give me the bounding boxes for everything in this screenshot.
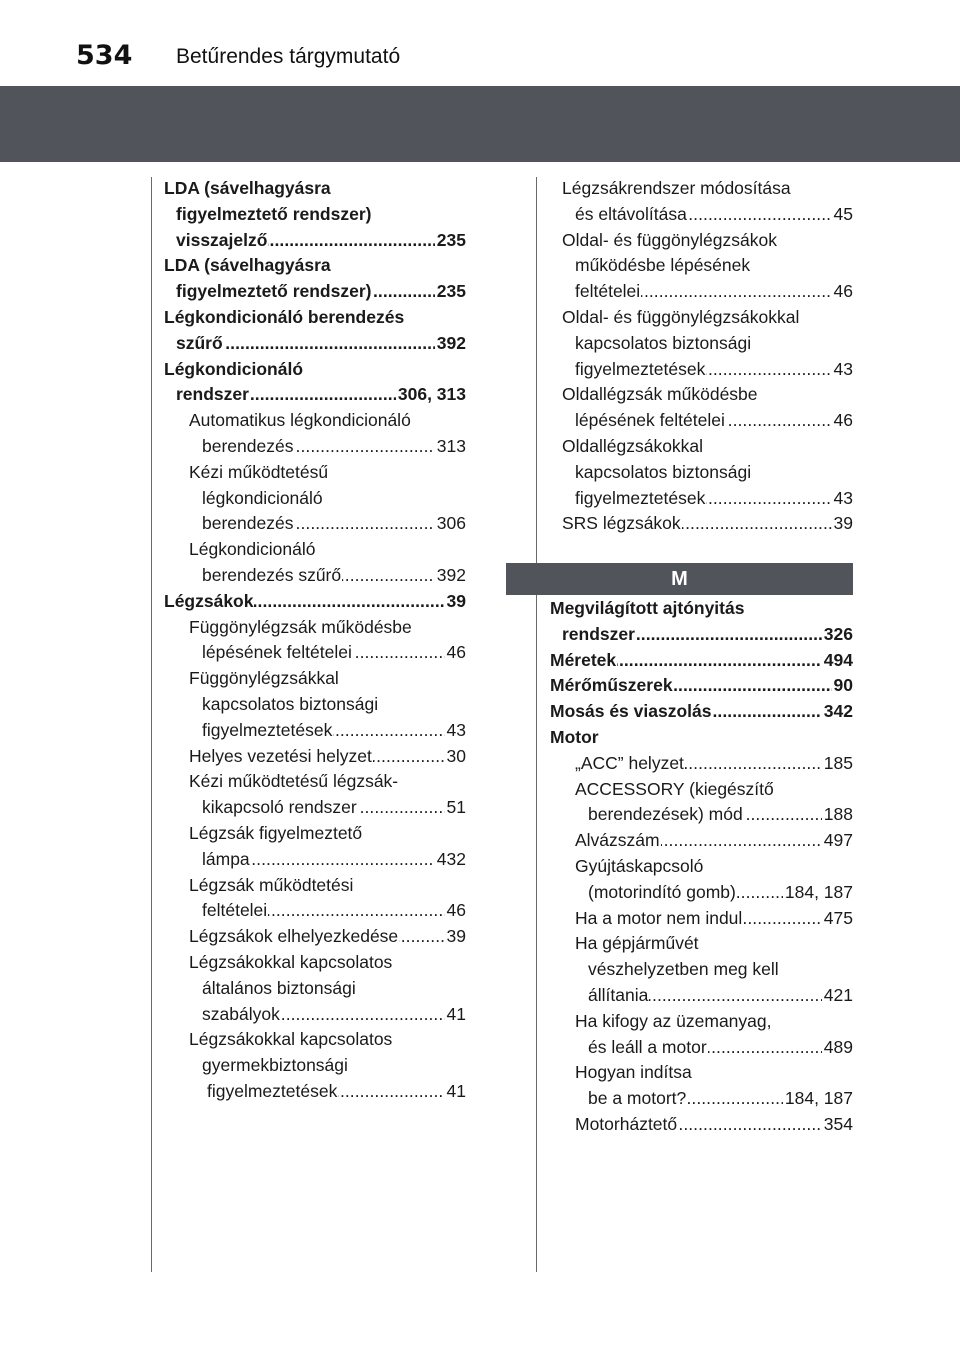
index-entry — [164, 640, 466, 666]
index-entry-page: 41 — [445, 1002, 466, 1028]
index-entry — [550, 1112, 853, 1138]
index-entry-page: 497 — [822, 828, 853, 854]
index-entry-page: 30 — [445, 744, 466, 770]
index-entry — [164, 511, 466, 537]
index-entry-text: figyelmeztetések — [575, 358, 706, 379]
index-entry-text: (motorindító gomb) — [588, 881, 736, 902]
index-entry — [550, 802, 853, 828]
index-entry-page: 184, 187 — [783, 880, 853, 906]
index-entry-text: Gyújtáskapcsoló — [575, 855, 704, 876]
index-entry-page: 306 — [435, 511, 466, 537]
index-entry — [164, 279, 466, 305]
index-entry-page: 46 — [832, 279, 853, 305]
index-entry-text: Légkondicionáló berendezés — [164, 306, 405, 327]
index-entry-page: 392 — [435, 563, 466, 589]
column-divider-left — [151, 177, 152, 1272]
index-entry-page: 39 — [445, 589, 466, 615]
index-entry-text: LDA (sávelhagyásra — [164, 255, 331, 276]
index-entry-text: kapcsolatos biztonsági — [575, 461, 752, 482]
index-entry-text: Légzsákokkal kapcsolatos — [189, 951, 393, 972]
index-entry-text: „ACC” helyzet — [575, 752, 684, 773]
index-entry — [550, 648, 853, 674]
index-entry-text: feltételei — [202, 900, 268, 921]
index-entry — [550, 699, 853, 725]
index-entry — [164, 486, 466, 512]
index-entry — [164, 615, 466, 641]
column-divider-right — [536, 177, 537, 1272]
index-entry-page: 51 — [445, 795, 466, 821]
index-entry — [550, 434, 853, 460]
index-entry — [550, 906, 853, 932]
index-entry — [550, 751, 853, 777]
index-entry-text: berendezés — [202, 513, 294, 534]
index-entry-text: kapcsolatos biztonsági — [575, 332, 752, 353]
index-entry — [164, 950, 466, 976]
index-entry-text: Méretek — [550, 649, 617, 670]
index-entry-text: Kézi működtetésű légzsák- — [189, 771, 399, 792]
index-entry-text: lámpa — [202, 848, 250, 869]
index-entry — [164, 873, 466, 899]
index-entry — [164, 692, 466, 718]
index-entry-text: állítania — [588, 984, 649, 1005]
index-entry-text: Motorháztető — [575, 1113, 678, 1134]
index-entry — [164, 718, 466, 744]
index-entry — [550, 931, 853, 957]
index-entry-text: figyelmeztető rendszer) — [176, 203, 372, 224]
index-entry — [550, 854, 853, 880]
index-entry-text: kikapcsoló rendszer — [202, 797, 357, 818]
index-column-right-bottom — [550, 596, 853, 1138]
index-entry — [550, 176, 853, 202]
index-entry-page: 326 — [822, 622, 853, 648]
index-entry-text: Hogyan indítsa — [575, 1062, 692, 1083]
index-entry-text: Automatikus légkondicionáló — [189, 410, 411, 431]
header-band — [0, 86, 960, 162]
index-entry-page: 46 — [445, 640, 466, 666]
index-entry-text: visszajelző — [176, 229, 268, 250]
index-entry — [550, 511, 853, 537]
index-entry-text: lépésének feltételei — [202, 642, 352, 663]
index-entry — [164, 821, 466, 847]
index-entry — [164, 847, 466, 873]
index-entry — [164, 331, 466, 357]
index-entry — [550, 1035, 853, 1061]
index-entry-text: működésbe lépésének — [575, 255, 751, 276]
index-entry — [550, 382, 853, 408]
index-entry — [550, 331, 853, 357]
index-entry-page: 39 — [445, 924, 466, 950]
page-number: 534 — [76, 40, 133, 71]
index-entry-text: berendezések) mód — [588, 804, 743, 825]
index-entry-page: 354 — [822, 1112, 853, 1138]
index-entry-text: Mérőműszerek — [550, 675, 673, 696]
index-entry-page: 43 — [832, 486, 853, 512]
index-entry — [550, 460, 853, 486]
index-entry-text: Légkondicionáló — [189, 539, 316, 560]
index-entry — [164, 563, 466, 589]
page-title: Betűrendes tárgymutató — [176, 45, 401, 68]
index-entry — [550, 305, 853, 331]
index-entry — [550, 725, 853, 751]
index-entry-text: Légzsákok — [164, 590, 254, 611]
index-entry — [550, 596, 853, 622]
index-entry-text: Függönylégzsákkal — [189, 668, 339, 689]
index-entry-text: ACCESSORY (kiegészítő — [575, 778, 774, 799]
index-entry-text: rendszer — [176, 384, 249, 405]
index-entry — [164, 976, 466, 1002]
index-entry-text: légkondicionáló — [202, 487, 323, 508]
index-entry-text: Légzsák figyelmeztető — [189, 822, 363, 843]
index-entry — [550, 1060, 853, 1086]
index-entry-text: LDA (sávelhagyásra — [164, 178, 331, 198]
index-entry — [164, 1079, 466, 1105]
index-entry-text: szabályok — [202, 1003, 280, 1024]
index-entry — [164, 460, 466, 486]
index-entry-text: rendszer — [562, 623, 635, 644]
index-entry-text: Ha kifogy az üzemanyag, — [575, 1010, 772, 1031]
index-entry — [550, 253, 853, 279]
index-entry-text: be a motort? — [588, 1088, 687, 1109]
page-header — [0, 0, 960, 90]
index-entry-page: 313 — [435, 434, 466, 460]
index-entry-page: 45 — [832, 202, 853, 228]
index-entry-text: lépésének feltételei — [575, 410, 725, 431]
index-entry-page: 43 — [832, 357, 853, 383]
index-entry-page: 342 — [822, 699, 853, 725]
index-entry-page: 39 — [832, 511, 853, 537]
index-entry-text: Mosás és viaszolás — [550, 701, 712, 722]
index-entry — [164, 382, 466, 408]
index-entry-text: Kézi működtetésű — [189, 461, 329, 482]
index-entry-text: Oldal- és függönylégzsákok — [562, 229, 777, 250]
index-entry-text: kapcsolatos biztonsági — [202, 693, 379, 714]
index-entry — [164, 795, 466, 821]
index-entry-text: vészhelyzetben meg kell — [588, 959, 779, 980]
index-entry — [164, 666, 466, 692]
index-entry-page: 46 — [445, 898, 466, 924]
index-column-right-top — [550, 176, 853, 537]
index-entry — [164, 537, 466, 563]
index-entry — [550, 486, 853, 512]
index-entry-page: 235 — [435, 228, 466, 254]
index-entry — [164, 305, 466, 331]
index-entry — [164, 357, 466, 383]
index-entry-text: Alvázszám — [575, 830, 660, 851]
index-entry-text: Oldal- és függönylégzsákokkal — [562, 306, 800, 327]
index-entry — [550, 880, 853, 906]
index-entry — [164, 434, 466, 460]
index-entry — [550, 357, 853, 383]
index-entry-text: Légzsákrendszer módosítása — [562, 178, 791, 198]
index-entry-page: 494 — [822, 648, 853, 674]
index-entry-page: 41 — [445, 1079, 466, 1105]
index-entry — [164, 924, 466, 950]
index-entry-page: 185 — [822, 751, 853, 777]
index-entry-text: Helyes vezetési helyzet — [189, 745, 372, 766]
index-entry-page: 432 — [435, 847, 466, 873]
index-entry-text: és leáll a motor — [588, 1036, 707, 1057]
index-entry-page: 235 — [435, 279, 466, 305]
index-entry-text: és eltávolítása — [575, 203, 687, 224]
index-entry-text: általános biztonsági — [202, 977, 356, 998]
index-entry — [164, 769, 466, 795]
index-entry-page: 46 — [832, 408, 853, 434]
index-entry — [164, 589, 466, 615]
index-entry-text: berendezés — [202, 435, 294, 456]
index-entry — [164, 1053, 466, 1079]
index-entry — [550, 1086, 853, 1112]
index-entry-text: figyelmeztetések — [575, 487, 706, 508]
index-column-left — [164, 176, 466, 1105]
index-entry-text: Ha gépjárművét — [575, 933, 699, 954]
index-entry-text: Légzsákokkal kapcsolatos — [189, 1029, 393, 1050]
index-entry-text: Megvilágított ajtónyitás — [550, 598, 745, 618]
index-entry-text: Függönylégzsák működésbe — [189, 616, 412, 637]
index-entry — [164, 228, 466, 254]
index-entry-text: figyelmeztetések — [202, 719, 333, 740]
index-entry — [164, 1027, 466, 1053]
index-entry — [550, 228, 853, 254]
index-entry-text: figyelmeztető rendszer) — [176, 281, 372, 302]
index-entry-page: 90 — [832, 673, 853, 699]
index-entry — [550, 957, 853, 983]
index-entry — [550, 983, 853, 1009]
index-entry-text: figyelmeztetések — [207, 1080, 338, 1101]
index-entry — [550, 673, 853, 699]
index-entry — [164, 408, 466, 434]
index-entry — [164, 744, 466, 770]
index-entry-text: Oldallégzsák működésbe — [562, 384, 758, 405]
letter-section-heading: M — [506, 563, 853, 595]
index-entry — [550, 279, 853, 305]
index-entry-text: szűrő — [176, 332, 223, 353]
index-entry-page: 421 — [822, 983, 853, 1009]
index-entry — [164, 1002, 466, 1028]
index-entry-text: feltételei — [575, 281, 641, 302]
index-entry-text: SRS légzsákok — [562, 513, 681, 534]
index-entry-text: berendezés szűrő — [202, 564, 342, 585]
index-entry — [550, 202, 853, 228]
index-entry-page: 306, 313 — [396, 382, 466, 408]
index-entry-text: gyermekbiztonsági — [202, 1055, 348, 1076]
index-entry-page: 188 — [822, 802, 853, 828]
index-entry — [550, 828, 853, 854]
index-entry — [550, 1009, 853, 1035]
index-entry-text: Légkondicionáló — [164, 358, 304, 379]
index-entry-text: Motor — [550, 726, 599, 747]
index-entry — [164, 898, 466, 924]
index-entry-page: 392 — [435, 331, 466, 357]
index-entry-text: Ha a motor nem indul — [575, 907, 743, 928]
index-entry-page: 184, 187 — [783, 1086, 853, 1112]
index-entry-page: 43 — [445, 718, 466, 744]
index-entry-page: 489 — [822, 1035, 853, 1061]
index-entry — [550, 777, 853, 803]
index-entry-page: 475 — [822, 906, 853, 932]
index-entry-text: Légzsákok elhelyezkedése — [189, 926, 399, 947]
index-entry-text: Légzsák működtetési — [189, 874, 354, 895]
index-entry — [164, 202, 466, 228]
index-entry — [550, 408, 853, 434]
index-entry — [550, 622, 853, 648]
index-entry — [164, 253, 466, 279]
index-entry-text: Oldallégzsákokkal — [562, 435, 704, 456]
index-entry — [164, 176, 466, 202]
